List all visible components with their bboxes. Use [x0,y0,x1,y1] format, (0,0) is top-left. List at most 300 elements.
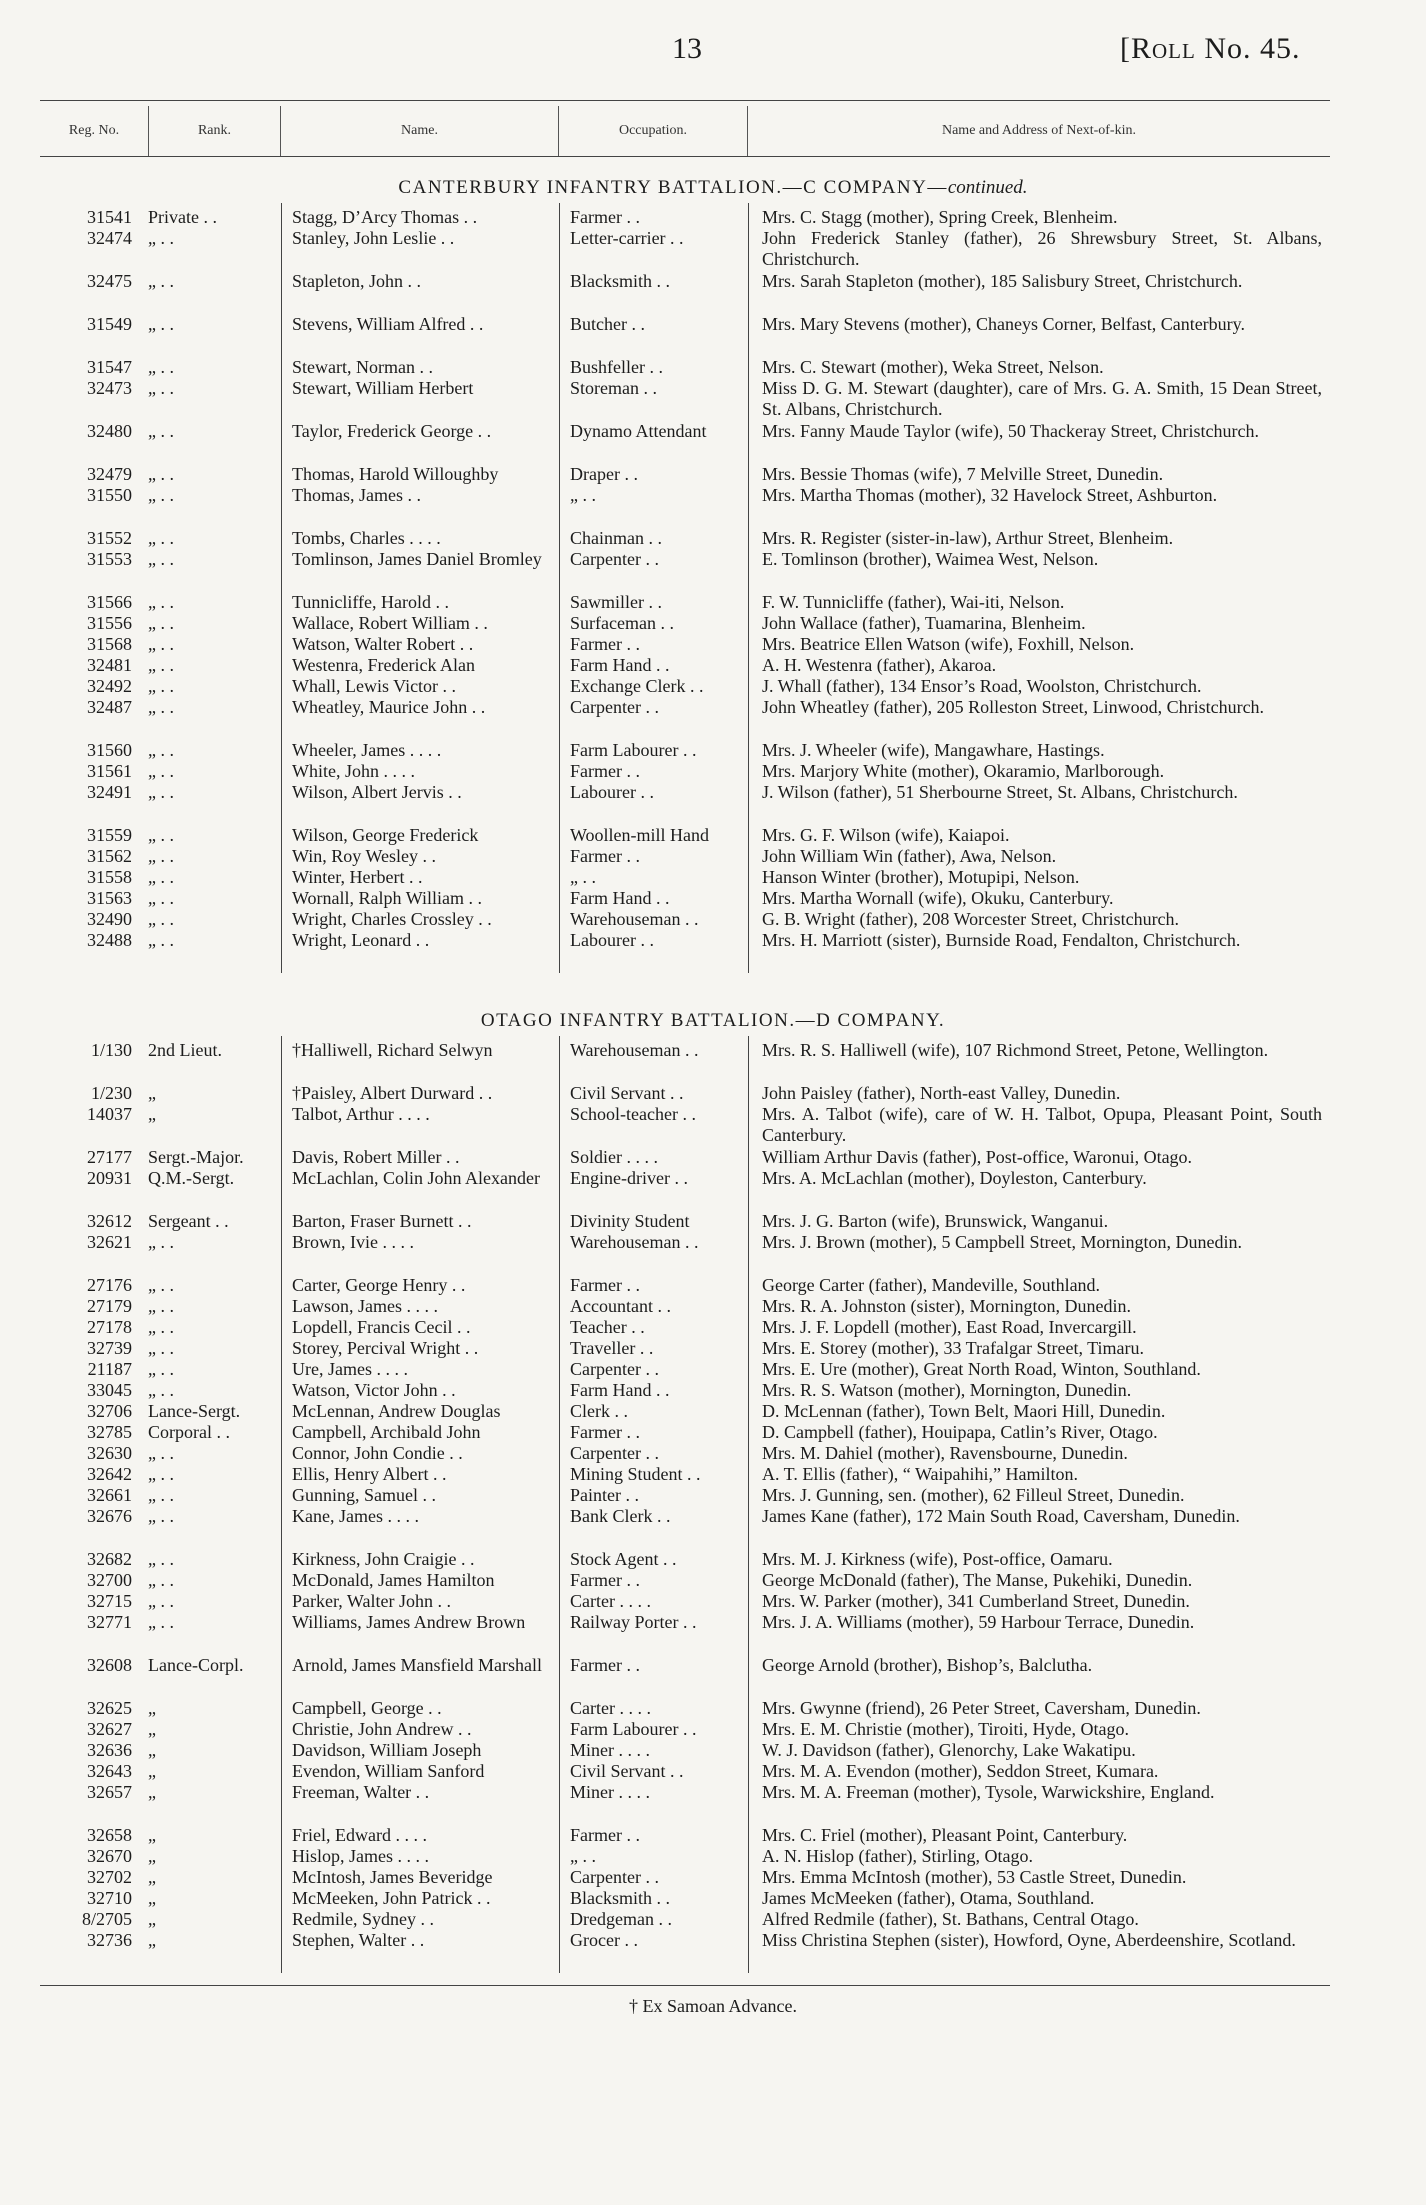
rank: Sergeant . . [148,1211,229,1231]
reg-number: 14037 [87,1104,132,1124]
occupation: Carpenter . . [570,1443,659,1463]
rank: „ . . [148,782,174,802]
rank: „ [148,1698,156,1718]
soldier-name: Brown, Ivie . . . . [292,1232,414,1252]
occupation: Civil Servant . . [570,1761,684,1781]
occupation: Farmer . . [570,1275,640,1295]
reg-number: 31560 [87,740,132,760]
next-of-kin: Mrs. Marjory White (mother), Okaramio, Marlborough. [762,761,1165,781]
occupation: Farmer . . [570,761,640,781]
soldier-name: McMeeken, John Patrick . . [292,1888,491,1908]
occupation: Carpenter . . [570,1359,659,1379]
rank: „ [148,1719,156,1739]
soldier-name: Tunnicliffe, Harold . . [292,592,449,612]
occupation: Warehouseman . . [570,1232,699,1252]
rank: Sergt.-Major. [148,1147,244,1167]
occupation: Carpenter . . [570,1867,659,1887]
soldier-name: McDonald, James Hamilton [292,1570,495,1590]
next-of-kin: D. Campbell (father), Houipapa, Catlin’s River, Otago. [762,1422,1158,1442]
rank: „ . . [148,228,174,248]
reg-number: 31566 [87,592,132,612]
soldier-name: White, John . . . . [292,761,415,781]
soldier-name: Watson, Victor John . . [292,1380,456,1400]
column-rule [281,203,282,973]
next-of-kin: George McDonald (father), The Manse, Pukehiki, Dunedin. [762,1570,1193,1590]
rank: „ . . [148,888,174,908]
reg-number: 32785 [87,1422,132,1442]
next-of-kin: George Carter (father), Mandeville, Southland. [762,1275,1101,1295]
reg-number: 31562 [87,846,132,866]
reg-number: 21187 [87,1359,132,1379]
rank: „ . . [148,846,174,866]
occupation: Warehouseman . . [570,1040,699,1060]
rank: „ . . [148,271,174,291]
next-of-kin: Mrs. Mary Stevens (mother), Chaneys Corner, Belfast, Canterbury. [762,314,1246,334]
reg-number: 32771 [87,1612,132,1632]
reg-number: 32657 [87,1782,132,1802]
occupation: Farmer . . [570,634,640,654]
next-of-kin: J. Wilson (father), 51 Sherbourne Street, St. Albans, Christchurch. [762,782,1238,802]
col-next-of-kin: Name and Address of Next-of-kin. [941,123,1136,138]
occupation: Farmer . . [570,846,640,866]
rank: „ . . [148,1359,174,1379]
soldier-name: Lawson, James . . . . [292,1296,438,1316]
occupation: Surfaceman . . [570,613,674,633]
soldier-name: Wornall, Ralph William . . [292,888,482,908]
next-of-kin: Mrs. C. Stagg (mother), Spring Creek, Blenheim. [762,207,1118,227]
reg-number: 1/130 [90,1040,132,1060]
occupation: Sawmiller . . [570,592,662,612]
next-of-kin: Mrs. Martha Thomas (mother), 32 Havelock Street, Ashburton. [762,485,1218,505]
soldier-name: Barton, Fraser Burnett . . [292,1211,472,1231]
occupation: Draper . . [570,464,638,484]
occupation: „ . . [570,485,596,505]
next-of-kin: Mrs. R. A. Johnston (sister), Mornington, Dunedin. [762,1296,1131,1316]
next-of-kin: Mrs. J. Wheeler (wife), Mangawhare, Hastings. [762,740,1105,760]
section-title [0,1010,1426,1032]
soldier-name: Parker, Walter John . . [292,1591,451,1611]
section-title-text: OTAGO INFANTRY BATTALION.—D COMPANY. [480,1010,946,1031]
rank: „ . . [148,1485,174,1505]
soldier-name: Christie, John Andrew . . [292,1719,472,1739]
rank: „ . . [148,867,174,887]
soldier-name: Wright, Charles Crossley . . [292,909,492,929]
occupation: Painter . . [570,1485,639,1505]
reg-number: 32475 [87,271,132,291]
occupation: Engine-driver . . [570,1168,688,1188]
header-top-rule [40,100,1330,101]
occupation: Grocer . . [570,1930,638,1950]
reg-number: 27176 [87,1275,132,1295]
occupation: Woollen-mill Hand [570,825,710,845]
rank: „ [148,1846,156,1866]
occupation: Carter . . . . [570,1591,651,1611]
reg-number: 32642 [87,1464,132,1484]
rank: „ . . [148,1464,174,1484]
soldier-name: Carter, George Henry . . [292,1275,466,1295]
next-of-kin: Mrs. C. Friel (mother), Pleasant Point, Canterbury. [762,1825,1128,1845]
reg-number: 32661 [87,1485,132,1505]
reg-number: 32492 [87,676,132,696]
col-rank: Rank. [149,106,281,156]
reg-number: 31563 [87,888,132,908]
occupation: Railway Porter . . [570,1612,697,1632]
soldier-name: Winter, Herbert . . [292,867,423,887]
next-of-kin: Mrs. Emma McIntosh (mother), 53 Castle Street, Dunedin. [762,1867,1187,1887]
rank: „ . . [148,634,174,654]
next-of-kin: W. J. Davidson (father), Glenorchy, Lake Wakatipu. [762,1740,1136,1760]
occupation: Blacksmith . . [570,271,670,291]
rank: „ [148,1825,156,1845]
reg-number: 32658 [87,1825,132,1845]
reg-number: 27179 [87,1296,132,1316]
occupation: Teacher . . [570,1317,645,1337]
rank: „ . . [148,930,174,950]
soldier-name: Win, Roy Wesley . . [292,846,436,866]
next-of-kin: Mrs. R. S. Halliwell (wife), 107 Richmond Street, Petone, Wellington. [762,1040,1269,1060]
next-of-kin: D. McLennan (father), Town Belt, Maori Hill, Dunedin. [762,1401,1166,1421]
soldier-name: Freeman, Walter . . [292,1782,430,1802]
reg-number: 31549 [87,314,132,334]
next-of-kin: James McMeeken (father), Otama, Southland. [762,1888,1095,1908]
reg-number: 31552 [87,528,132,548]
soldier-name: Stagg, D’Arcy Thomas . . [292,207,478,227]
soldier-name: McLachlan, Colin John Alexander [292,1168,540,1188]
reg-number: 32670 [87,1846,132,1866]
soldier-name: Wallace, Robert William . . [292,613,488,633]
occupation: Miner . . . . [570,1782,650,1802]
rank: Q.M.-Sergt. [148,1168,235,1188]
rank: Lance-Corpl. [148,1655,244,1675]
next-of-kin: Mrs. A. McLachlan (mother), Doyleston, Canterbury. [762,1168,1147,1188]
next-of-kin: Hanson Winter (brother), Motupipi, Nelson. [762,867,1080,887]
soldier-name: Campbell, George . . [292,1698,442,1718]
reg-number: 31558 [87,867,132,887]
rank: Private . . [148,207,217,227]
occupation: Warehouseman . . [570,909,699,929]
soldier-name: Stevens, William Alfred . . [292,314,484,334]
occupation: Civil Servant . . [570,1083,684,1103]
next-of-kin: Mrs. A. Talbot (wife), care of W. H. Talbot, Opupa, Pleasant Point, South Canterbury. [762,1104,1322,1145]
soldier-name: Evendon, William Sanford [292,1761,485,1781]
reg-number: 31561 [87,761,132,781]
col-reg-no: Reg. No. [40,106,149,156]
column-rule [559,1036,560,1973]
soldier-name: Taylor, Frederick George . . [292,421,492,441]
occupation: Soldier . . . . [570,1147,658,1167]
next-of-kin: John Wallace (father), Tuamarina, Blenheim. [762,613,1086,633]
occupation: Farmer . . [570,207,640,227]
rank: „ . . [148,613,174,633]
next-of-kin: Mrs. Fanny Maude Taylor (wife), 50 Thackeray Street, Christchurch. [762,421,1259,441]
occupation: Traveller . . [570,1338,654,1358]
column-rule [748,203,749,973]
rank: „ [148,1083,156,1103]
rank: „ . . [148,1296,174,1316]
occupation: Clerk . . [570,1401,628,1421]
page-number: 13 [672,32,702,65]
occupation: Labourer . . [570,782,654,802]
rank: „ . . [148,761,174,781]
occupation: Farmer . . [570,1825,640,1845]
soldier-name: Lopdell, Francis Cecil . . [292,1317,471,1337]
occupation: Accountant . . [570,1296,671,1316]
occupation: Letter-carrier . . [570,228,684,248]
occupation: Stock Agent . . [570,1549,677,1569]
reg-number: 27177 [87,1147,132,1167]
rank: „ . . [148,378,174,398]
rank: „ [148,1104,156,1124]
next-of-kin: Mrs. R. S. Watson (mother), Mornington, Dunedin. [762,1380,1132,1400]
reg-number: 32479 [87,464,132,484]
reg-number: 32636 [87,1740,132,1760]
rank: „ . . [148,1232,174,1252]
occupation: Farm Labourer . . [570,1719,697,1739]
next-of-kin: Mrs. J. G. Barton (wife), Brunswick, Wanganui. [762,1211,1109,1231]
next-of-kin: Mrs. Martha Wornall (wife), Okuku, Canterbury. [762,888,1114,908]
soldier-name: Whall, Lewis Victor . . [292,676,457,696]
reg-number: 32736 [87,1930,132,1950]
rank: „ [148,1740,156,1760]
next-of-kin: Mrs. H. Marriott (sister), Burnside Road, Fendalton, Christchurch. [762,930,1241,950]
occupation: Exchange Clerk . . [570,676,704,696]
occupation: Labourer . . [570,930,654,950]
rank: „ . . [148,357,174,377]
rank: „ . . [148,1506,174,1526]
reg-number: 32676 [87,1506,132,1526]
soldier-name: Talbot, Arthur . . . . [292,1104,430,1124]
next-of-kin: E. Tomlinson (brother), Waimea West, Nelson. [762,549,1099,569]
soldier-name: Stewart, Norman . . [292,357,433,377]
reg-number: 33045 [87,1380,132,1400]
next-of-kin: J. Whall (father), 134 Ensor’s Road, Woolston, Christchurch. [762,676,1202,696]
occupation: Carpenter . . [570,697,659,717]
reg-number: 32473 [87,378,132,398]
soldier-name: Stephen, Walter . . [292,1930,425,1950]
occupation: Storeman . . [570,378,657,398]
next-of-kin: Mrs. G. F. Wilson (wife), Kaiapoi. [762,825,1010,845]
soldier-name: Gunning, Samuel . . [292,1485,436,1505]
next-of-kin: Mrs. Gwynne (friend), 26 Peter Street, Caversham, Dunedin. [762,1698,1201,1718]
column-rule [559,203,560,973]
rank: „ [148,1888,156,1908]
soldier-name: Stapleton, John . . [292,271,421,291]
reg-number: 32739 [87,1338,132,1358]
reg-number: 32488 [87,930,132,950]
next-of-kin: Mrs. W. Parker (mother), 341 Cumberland Street, Dunedin. [762,1591,1190,1611]
reg-number: 32491 [87,782,132,802]
reg-number: 32480 [87,421,132,441]
reg-number: 32490 [87,909,132,929]
roll-number: [Roll No. 45. [1120,32,1301,65]
reg-number: 20931 [87,1168,132,1188]
soldier-name: Stewart, William Herbert [292,378,474,398]
rank: „ . . [148,1443,174,1463]
next-of-kin: Miss Christina Stephen (sister), Howford, Oyne, Aberdeenshire, Scotland. [762,1930,1296,1950]
next-of-kin: Mrs. J. Brown (mother), 5 Campbell Street, Mornington, Dunedin. [762,1232,1242,1252]
soldier-name: Friel, Edward . . . . [292,1825,427,1845]
occupation: Farm Labourer . . [570,740,697,760]
next-of-kin: Mrs. M. J. Kirkness (wife), Post-office, Oamaru. [762,1549,1113,1569]
rank: „ . . [148,909,174,929]
column-rule [748,1036,749,1973]
occupation: Farm Hand . . [570,1380,670,1400]
next-of-kin: Miss D. G. M. Stewart (daughter), care of Mrs. G. A. Smith, 15 Dean Street, St. Albans, Christchurch. [762,378,1322,419]
rank: „ . . [148,1338,174,1358]
next-of-kin: Mrs. E. Storey (mother), 33 Trafalgar Street, Timaru. [762,1338,1144,1358]
next-of-kin: Mrs. M. A. Freeman (mother), Tysole, Warwickshire, England. [762,1782,1215,1802]
reg-number: 32643 [87,1761,132,1781]
reg-number: 31541 [87,207,132,227]
soldier-name: Arnold, James Mansfield Marshall [292,1655,542,1675]
occupation: Carter . . . . [570,1698,651,1718]
occupation: Bushfeller . . [570,357,663,377]
reg-number: 1/230 [90,1083,132,1103]
occupation: Divinity Student [570,1211,690,1231]
reg-number: 32702 [87,1867,132,1887]
reg-number: 32710 [87,1888,132,1908]
next-of-kin: John William Win (father), Awa, Nelson. [762,846,1057,866]
reg-number: 32706 [87,1401,132,1421]
occupation: Farmer . . [570,1655,640,1675]
reg-number: 32627 [87,1719,132,1739]
rank: „ . . [148,1549,174,1569]
rank: „ . . [148,592,174,612]
next-of-kin: A. H. Westenra (father), Akaroa. [762,655,997,675]
rank: „ . . [148,697,174,717]
rank: „ . . [148,676,174,696]
soldier-name: Wilson, Albert Jervis . . [292,782,462,802]
occupation: School-teacher . . [570,1104,696,1124]
reg-number: 32621 [87,1232,132,1252]
occupation: Dynamo Attendant [570,421,707,441]
reg-number: 32608 [87,1655,132,1675]
rank: „ . . [148,1380,174,1400]
next-of-kin: A. T. Ellis (father), “ Waipahihi,” Hamilton. [762,1464,1078,1484]
reg-number: 31568 [87,634,132,654]
rank: „ . . [148,1570,174,1590]
soldier-name: †Halliwell, Richard Selwyn [292,1040,493,1060]
soldier-name: Hislop, James . . . . [292,1846,429,1866]
rank: „ [148,1909,156,1929]
reg-number: 31550 [87,485,132,505]
rank: „ . . [148,1591,174,1611]
next-of-kin: Mrs. Sarah Stapleton (mother), 185 Salisbury Street, Christchurch. [762,271,1243,291]
col-name: Name. [281,106,559,156]
table-bottom-rule [40,1985,1330,1986]
reg-number: 32487 [87,697,132,717]
soldier-name: Watson, Walter Robert . . [292,634,474,654]
next-of-kin: James Kane (father), 172 Main South Road, Caversham, Dunedin. [762,1506,1240,1526]
occupation: Chainman . . [570,528,662,548]
soldier-name: Wright, Leonard . . [292,930,430,950]
occupation: „ . . [570,867,596,887]
reg-number: 32625 [87,1698,132,1718]
reg-number: 27178 [87,1317,132,1337]
next-of-kin: John Wheatley (father), 205 Rolleston Street, Linwood, Christchurch. [762,697,1265,717]
section-title-continued: continued. [947,177,1028,198]
rank: „ [148,1867,156,1887]
occupation: Carpenter . . [570,549,659,569]
soldier-name: Tombs, Charles . . . . [292,528,441,548]
next-of-kin: John Frederick Stanley (father), 26 Shrewsbury Street, St. Albans, Christchurch. [762,228,1322,269]
occupation: Miner . . . . [570,1740,650,1760]
soldier-name: Thomas, James . . [292,485,421,505]
rank: „ . . [148,528,174,548]
next-of-kin: Mrs. J. F. Lopdell (mother), East Road, Invercargill. [762,1317,1137,1337]
reg-number: 32700 [87,1570,132,1590]
occupation: Blacksmith . . [570,1888,670,1908]
footnote: † Ex Samoan Advance. [629,1996,797,2016]
rank: „ . . [148,421,174,441]
soldier-name: Campbell, Archibald John [292,1422,481,1442]
rank: „ . . [148,549,174,569]
soldier-name: Ure, James . . . . [292,1359,408,1379]
soldier-name: Storey, Percival Wright . . [292,1338,479,1358]
soldier-name: Connor, John Condie . . [292,1443,463,1463]
occupation: „ . . [570,1846,596,1866]
next-of-kin: John Paisley (father), North-east Valley, Dunedin. [762,1083,1121,1103]
occupation: Farm Hand . . [570,888,670,908]
soldier-name: Redmile, Sydney . . [292,1909,434,1929]
reg-number: 31553 [87,549,132,569]
reg-number: 31556 [87,613,132,633]
soldier-name: Wilson, George Frederick [292,825,479,845]
rank: Lance-Sergt. [148,1401,241,1421]
next-of-kin: Mrs. M. A. Evendon (mother), Seddon Street, Kumara. [762,1761,1159,1781]
reg-number: 31559 [87,825,132,845]
reg-number: 32682 [87,1549,132,1569]
rank: „ . . [148,485,174,505]
occupation: Bank Clerk . . [570,1506,671,1526]
next-of-kin: Mrs. E. Ure (mother), Great North Road, Winton, Southland. [762,1359,1201,1379]
reg-number: 31547 [87,357,132,377]
reg-number: 32481 [87,655,132,675]
soldier-name: McLennan, Andrew Douglas [292,1401,501,1421]
reg-number: 8/2705 [81,1909,132,1929]
section-title [0,177,1426,199]
rank: „ . . [148,1317,174,1337]
reg-number: 32715 [87,1591,132,1611]
soldier-name: Wheeler, James . . . . [292,740,442,760]
occupation: Farm Hand . . [570,655,670,675]
next-of-kin: Mrs. Bessie Thomas (wife), 7 Melville Street, Dunedin. [762,464,1164,484]
reg-number: 32474 [87,228,132,248]
rank: „ . . [148,825,174,845]
rank: „ . . [148,314,174,334]
reg-number: 32630 [87,1443,132,1463]
next-of-kin: William Arthur Davis (father), Post-office, Waronui, Otago. [762,1147,1193,1167]
rank: „ . . [148,1612,174,1632]
soldier-name: Tomlinson, James Daniel Bromley [292,549,542,569]
rank: „ [148,1930,156,1950]
rank: 2nd Lieut. [148,1040,222,1060]
rank: „ . . [148,740,174,760]
next-of-kin: Mrs. J. A. Williams (mother), 59 Harbour Terrace, Dunedin. [762,1612,1195,1632]
next-of-kin: Mrs. Beatrice Ellen Watson (wife), Foxhill, Nelson. [762,634,1135,654]
reg-number: 32612 [87,1211,132,1231]
rank: „ [148,1761,156,1781]
soldier-name: Kane, James . . . . [292,1506,419,1526]
soldier-name: McIntosh, James Beveridge [292,1867,493,1887]
soldier-name: Thomas, Harold Willoughby [292,464,499,484]
rank: „ . . [148,1275,174,1295]
next-of-kin: Mrs. J. Gunning, sen. (mother), 62 Filleul Street, Dunedin. [762,1485,1185,1505]
soldier-name: Westenra, Frederick Alan [292,655,475,675]
occupation: Dredgeman . . [570,1909,672,1929]
next-of-kin: Mrs. M. Dahiel (mother), Ravensbourne, Dunedin. [762,1443,1128,1463]
rank: „ [148,1782,156,1802]
